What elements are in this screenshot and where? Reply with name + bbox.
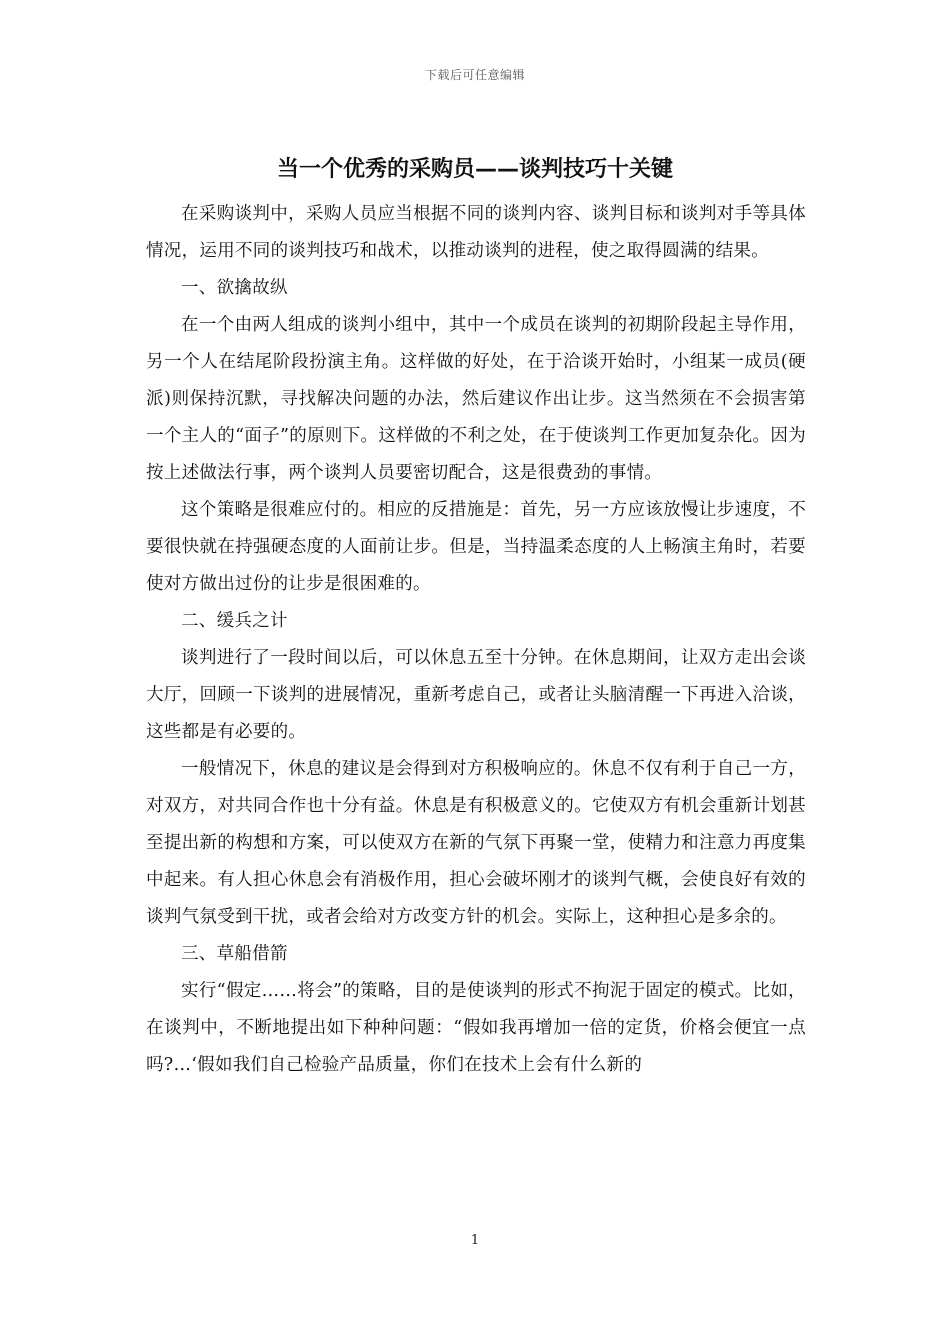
page-number: 1 <box>470 1233 480 1248</box>
section-1-paragraph-1: 在一个由两人组成的谈判小组中，其中一个成员在谈判的初期阶段起主导作用，另一个人在结尾阶段扮演主角。这样做的好处，在于洽谈开始时，小组某一成员(硬派)则保持沉默，寻找解决问题的办法，然后建议作出让步。这当然须在不会损害第一个主人的“面子”的原则下。这样做的不利之处，在于使谈判工作更加复杂化。因为按上述做法行事，两个谈判人员要密切配合，这是很费劲的事情。 <box>146 315 806 483</box>
document-body <box>146 196 806 1084</box>
intro-paragraph: 在采购谈判中，采购人员应当根据不同的谈判内容、谈判目标和谈判对手等具体情况，运用不同的谈判技巧和战术，以推动谈判的进程，使之取得圆满的结果。 <box>146 204 806 261</box>
section-3-paragraph-1: 实行“假定……将会”的策略，目的是使谈判的形式不拘泥于固定的模式。比如，在谈判中，不断地提出如下种种问题：“假如我再增加一倍的定货，价格会便宜一点吗?…‘假如我们自己检验产品质量，你们在技术上会有什么新的 <box>146 981 806 1075</box>
section-heading-1: 一、欲擒故纵 <box>181 278 288 298</box>
section-heading-3: 三、草船借箭 <box>181 944 288 964</box>
section-2-paragraph-1: 谈判进行了一段时间以后，可以休息五至十分钟。在休息期间，让双方走出会谈大厅，回顾一下谈判的进展情况，重新考虑自己，或者让头脑清醒一下再进入洽谈，这些都是有必要的。 <box>146 648 806 742</box>
section-2-paragraph-2: 一般情况下，休息的建议是会得到对方积极响应的。休息不仅有利于自己一方，对双方，对共同合作也十分有益。休息是有积极意义的。它使双方有机会重新计划甚至提出新的构想和方案，可以使双方在新的气氛下再聚一堂，使精力和注意力再度集中起来。有人担心休息会有消极作用，担心会破坏刚才的谈判气概，会使良好有效的谈判气氛受到干扰，或者会给对方改变方针的机会。实际上，这种担心是多余的。 <box>146 759 806 927</box>
document-title: 当一个优秀的采购员——谈判技巧十关键 <box>276 157 673 182</box>
page-header-note: 下载后可任意编辑 <box>424 68 525 82</box>
section-heading-2: 二、缓兵之计 <box>181 611 288 631</box>
section-1-paragraph-2: 这个策略是很难应付的。相应的反措施是：首先，另一方应该放慢让步速度，不要很快就在持强硬态度的人面前让步。但是，当持温柔态度的人上畅演主角时，若要使对方做出过份的让步是很困难的。 <box>146 500 806 594</box>
